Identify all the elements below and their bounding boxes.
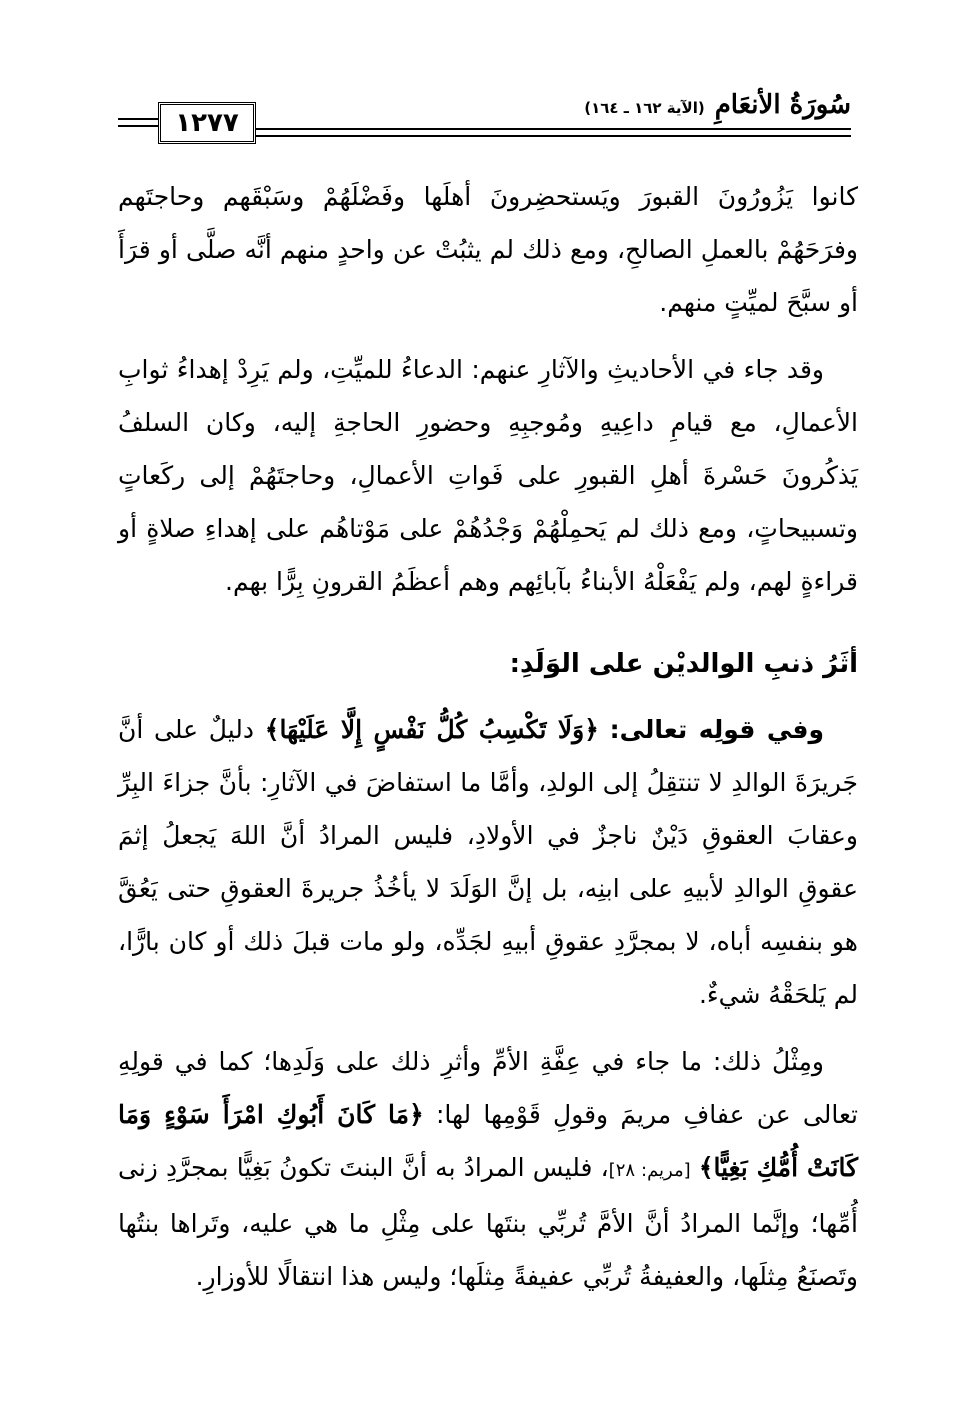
quran-verse-2: ﴿مَا كَانَ أَبُوكِ امْرَأَ سَوْءٍ وَمَا كَانَتْ أُمُّكِ بَغِيًّا﴾ (118, 1100, 858, 1182)
page-body (118, 170, 858, 1303)
paragraph-4-text: ، فليس المرادُ به أنَّ البنتَ تكونُ بَغِيًّا بمجرَّدِ زنى أُمِّها؛ وإنَّما المرادُ أنَّ الأمَّ تُربِّي بنتَها على مِثْلِ ما هي عليه، وتَراها بنتُها وتَصنَعُ مِثلَها، والعفيفةُ تُربِّي عفيفةً مِثلَها؛ وليس هذا انتقالًا للأوزارِ. (118, 1153, 858, 1291)
verse-reference: [مريم: ٢٨] (608, 1160, 691, 1181)
paragraph-3-intro: وفي قولِه تعالى: (609, 715, 825, 744)
quran-verse-1: ﴿وَلَا تَكْسِبُ كُلُّ نَفْسٍ إِلَّا عَلَيْهَا﴾ (264, 715, 599, 744)
paragraph-2: وقد جاء في الأحاديثِ والآثارِ عنهم: الدعاءُ للميِّتِ، ولم يَرِدْ إهداءُ ثوابِ الأعمالِ، مع قيامِ داعِيهِ ومُوجبِهِ وحضورِ الحاجةِ إليه، وكان السلفُ يَذكُرونَ حَسْرةَ أهلِ القبورِ على فَواتِ الأعمالِ، وحاجتَهُمْ إلى ركَعاتٍ وتسبيحاتٍ، ومع ذلك لم يَحمِلْهُمْ وَجْدُهُمْ على مَوْتاهُم على إهداءِ صلاةٍ أو قراءةٍ لهم، ولم يَفْعَلْهُ الأبناءُ بآبائِهم وهم أعظَمُ القرونِ بِرًّا بهم. (118, 355, 858, 596)
running-title (584, 90, 851, 120)
paragraph-4-intro: ومِثْلُ ذلك: ما جاء في عِفَّةِ الأمِّ وأثرِ ذلك على وَلَدِها؛ كما في قولِهِ تعالى عن عفافِ مريمَ وقولِ قَوْمِها لها: (118, 1047, 858, 1129)
ayah-range: (الآية ١٦٢ ـ ١٦٤) (584, 99, 705, 117)
surah-name: سُورَةُ الأنعَامِ (714, 90, 851, 120)
page-number: ١٢٧٧ (158, 102, 256, 144)
header-rule-left (118, 118, 162, 127)
paragraph-3-text: دليلٌ على أنَّ جَريرَةَ الوالدِ لا تنتقِلُ إلى الولدِ، وأمَّا ما استفاضَ في الآثارِ: بأنَّ جزاءَ البِرِّ وعقابَ العقوقِ دَيْنٌ ناجزٌ في الأولادِ، فليس المرادُ أنَّ اللهَ يَجعلُ إثمَ عقوقِ الوالدِ لأبيهِ على ابنِه، بل إنَّ الوَلَدَ لا يأخُذُ جريرةَ العقوقِ حتى يَعُقَّ هو بنفسِه أباه، لا بمجرَّدِ عقوقِ أبيهِ لجَدِّه، ولو مات قبلَ ذلك أو كان بارًّا، لم يَلحَقْهُ شيءٌ. (118, 715, 858, 1009)
paragraph-3 (118, 703, 858, 1021)
paragraph-1: كانوا يَزُورُونَ القبورَ ويَستحضِرونَ أهلَها وفَضْلَهُمْ وسَبْقَهم وحاجتَهم وفرَحَهُمْ بالعملِ الصالحِ، ومع ذلك لم يثبُتْ عن واحدٍ منهم أنَّه صلَّى أو قرَأَ أو سبَّحَ لميِّتٍ منهم. (118, 182, 858, 317)
section-heading: أثَرُ ذنبِ الوالديْن على الوَلَدِ: (509, 649, 858, 679)
header-rule-right (256, 128, 851, 137)
paragraph-4 (118, 1035, 858, 1303)
page-header (118, 90, 851, 160)
